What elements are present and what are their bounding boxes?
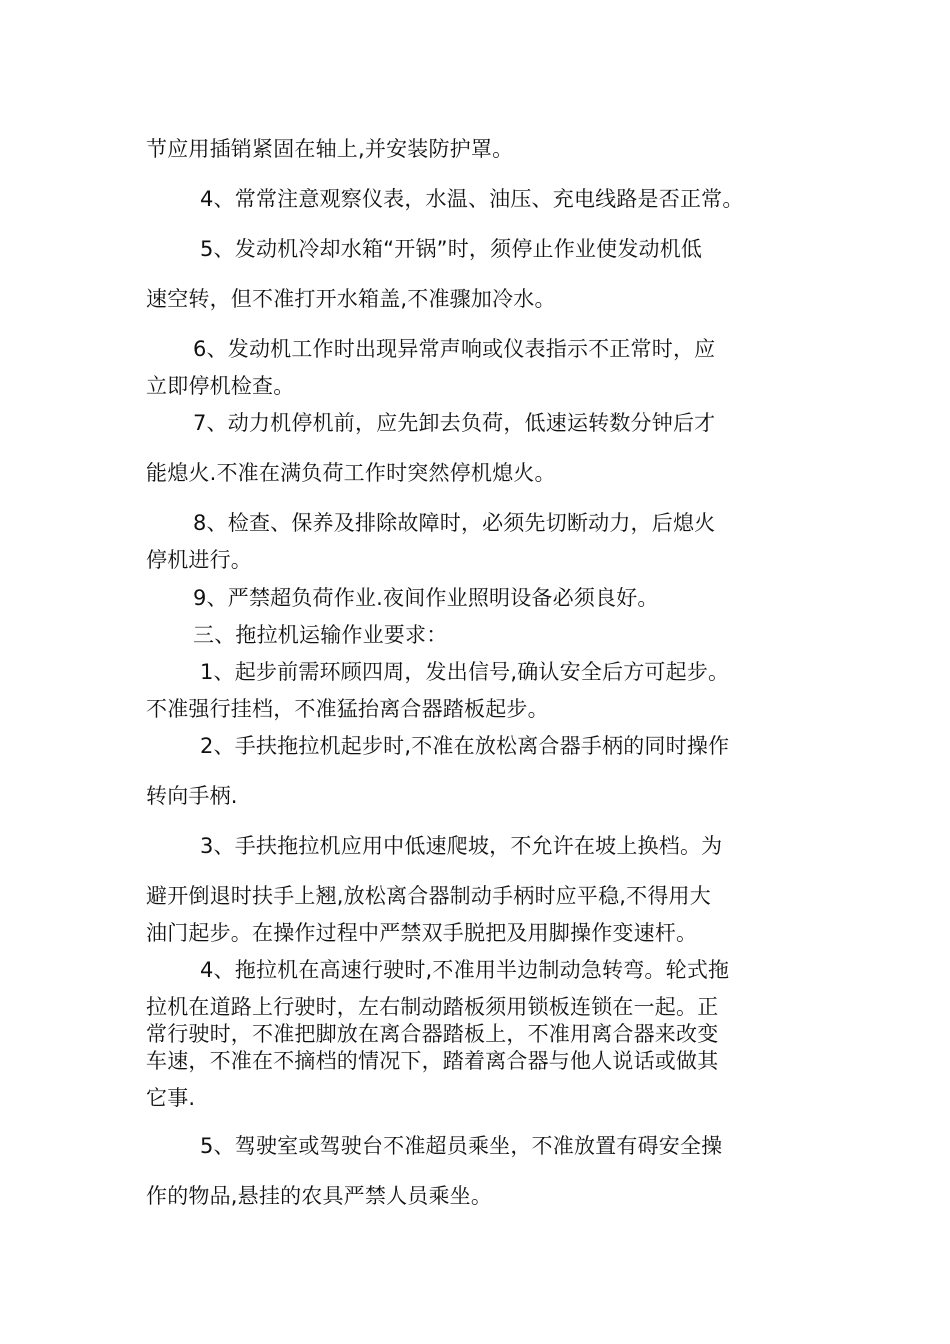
text-line: 不准强行挂档，不准猛抬离合器踏板起步。 [146,697,549,721]
text-line: 4、拖拉机在高速行驶时,不准用半边制动急转弯。轮式拖 [200,958,730,982]
text-line: 2、手扶拖拉机起步时,不准在放松离合器手柄的同时操作 [200,734,730,758]
text-line: 油门起步。在操作过程中严禁双手脱把及用脚操作变速杆。 [146,921,698,945]
text-line: 8、检查、保养及排除故障时，必须先切断动力，后熄火 [193,511,716,535]
text-line: 速空转，但不准打开水箱盖,不准骤加冷水。 [146,287,556,311]
text-line: 1、起步前需环顾四周，发出信号,确认安全后方可起步。 [200,660,730,684]
text-line: 能熄火.不准在满负荷工作时突然停机熄火。 [146,461,556,485]
text-line: 4、常常注意观察仪表，水温、油压、充电线路是否正常。 [200,187,744,211]
text-line: 常行驶时，不准把脚放在离合器踏板上，不准用离合器来改变 [146,1022,719,1046]
text-line: 3、手扶拖拉机应用中低速爬坡，不允许在坡上换档。为 [200,834,723,858]
text-line: 立即停机检查。 [146,374,295,398]
text-line: 节应用插销紧固在轴上,并安装防护罩。 [146,137,514,161]
text-line: 转向手柄. [146,784,238,808]
text-line: 它事. [146,1086,196,1110]
text-line: 9、严禁超负荷作业.夜间作业照明设备必须良好。 [193,586,659,610]
text-line: 车速，不准在不摘档的情况下，踏着离合器与他人说话或做其 [146,1049,719,1073]
text-line: 5、驾驶室或驾驶台不准超员乘坐，不准放置有碍安全操 [200,1134,723,1158]
text-line: 7、动力机停机前，应先卸去负荷，低速运转数分钟后才 [193,411,716,435]
text-line: 停机进行。 [146,548,252,572]
text-line: 作的物品,悬挂的农具严禁人员乘坐。 [146,1184,493,1208]
text-line: 6、发动机工作时出现异常声响或仪表指示不正常时，应 [193,337,716,361]
text-line: 5、发动机冷却水箱“开锅”时，须停止作业使发动机低 [200,237,703,261]
section-heading: 三、拖拉机运输作业要求： [193,623,448,647]
text-line: 拉机在道路上行驶时，左右制动踏板须用锁板连锁在一起。正 [146,995,719,1019]
text-line: 避开倒退时扶手上翘,放松离合器制动手柄时应平稳,不得用大 [146,884,711,908]
